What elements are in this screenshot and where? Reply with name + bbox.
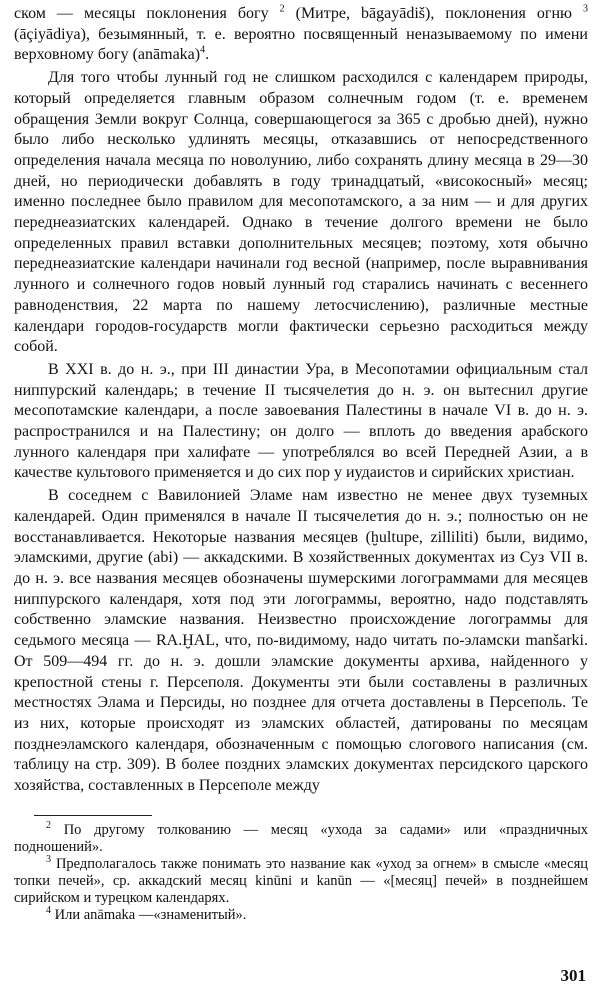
footnote-mark: 3 bbox=[46, 853, 51, 865]
text-run: ском — месяцы поклонения богу bbox=[14, 5, 280, 22]
footnote-2 bbox=[14, 819, 589, 856]
paragraph-lunar-year: Для того чтобы лунный год не слишком расходился с календарем природы, который определяется главным образом солнечным годом (т. е. временем обращения Земли вокруг Солнца, совершающегося за 365 с дробью дней), нужно было либо несколько удлинять месяцы, отказавшись от непосредственного определения начала месяца по новолунию, либо сохранять длину месяца в 29—30 дней, но периодически добавлять в году тринадцатый, «високосный» месяц; именно последнее было правилом для месопотамского, а за ним — и для других переднеазиатских календарей. Однако в течение долгого времени не было определенных правил вставки дополнительных месяцев; поэтому, хотя обычно переднеазиатские календари начинали год весной (например, после выравнивания лунного и солнечного годов новый лунный год старались начинать с весеннего равноденствия, 22 марта по нашему летосчислению), различные местные календари городов-государств могли фактически серьезно расходиться между собой. bbox=[14, 69, 588, 356]
paragraph-continuation bbox=[14, 4, 588, 66]
text-run: (Митре, bāgayādiš), поклонения огню bbox=[284, 5, 583, 22]
paragraph-nippur-calendar: В XXI в. до н. э., при III династии Ура, в Месопотамии официальным стал ниппурский календарь; в течение II тысячелетия до н. э. он вытеснил другие месопотамские календари, а после завоевания Палестины в начале VI в. до н. э. распространился и на Палестину; он долго — вплоть до введения арабского лунного календаря при халифате — употреблялся во всей Передней Азии, а в качестве культового применяется и до сих пор у иудаистов и сирийских христиан. bbox=[14, 360, 588, 482]
footnote-3 bbox=[14, 853, 588, 907]
footnote-mark: 4 bbox=[46, 904, 51, 916]
text-run: (āçiyādiya), безымянный, т. е. вероятно посвященный неназываемому по имени верховному богу (anāmaka) bbox=[14, 25, 588, 64]
paragraph-elam-calendar: В соседнем с Вавилонией Эламе нам известно не менее двух туземных календарей. Один применялся в начале II тысячелетия до н. э.; полностью он не восстанавливается. Некоторые названия месяцев (ḫultupe, zilliliti) были, видимо, эламскими, другие (abi) — аккадскими. В хозяйственных документах из Суз VII в. до н. э. все названия месяцев обозначены шумерскими логограммами для месяцев ниппурского календаря, хотя под эти логограммы, вероятно, надо подставлять собственно эламские названия. Неизвестно происхождение логограммы для седьмого месяца — RA.ḪAL, что, по-видимому, надо читать по-эламски manšarki. От 509—494 гг. до н. э. дошли эламские документы архива, найденного у крепостной стены г. Персеполя. Документы эти были составлены в различных местностях Элама и Персиды, но позднее для отчета доставлены в Персеполь. Те из них, которые происходят из эламских областей, датированы по месяцам позднеэламского календаря, обозначенным с помощью слогового написания (см. таблицу на стр. 309). В более поздних эламских документах персидского царского хозяйства, составленных в Персеполе между bbox=[14, 487, 588, 795]
main-text bbox=[14, 4, 588, 797]
footnotes bbox=[14, 819, 589, 924]
footnote-ref-3: 3 bbox=[583, 3, 588, 15]
footnote-mark: 2 bbox=[46, 819, 51, 831]
footnote-text: Предполагалось также понимать это название как «уход за огнем» в смысле «месяц топки печей», ср. аккадский месяц kinūni и kanūn — «[месяц] печей» в позднейшем сирийском и турецком календарях. bbox=[14, 855, 588, 906]
text-run: . bbox=[205, 46, 210, 64]
footnote-divider bbox=[34, 815, 152, 816]
page-number: 301 bbox=[560, 966, 586, 985]
footnote-text: По другому толкованию — месяц «ухода за садами» или «праздничных подношений». bbox=[14, 821, 589, 855]
footnote-ref-4: 4 bbox=[200, 45, 206, 57]
footnote-text: Или anāmaka —«знаменитый». bbox=[54, 906, 247, 923]
footnote-ref-2: 2 bbox=[279, 3, 285, 15]
footnote-4 bbox=[14, 904, 588, 924]
